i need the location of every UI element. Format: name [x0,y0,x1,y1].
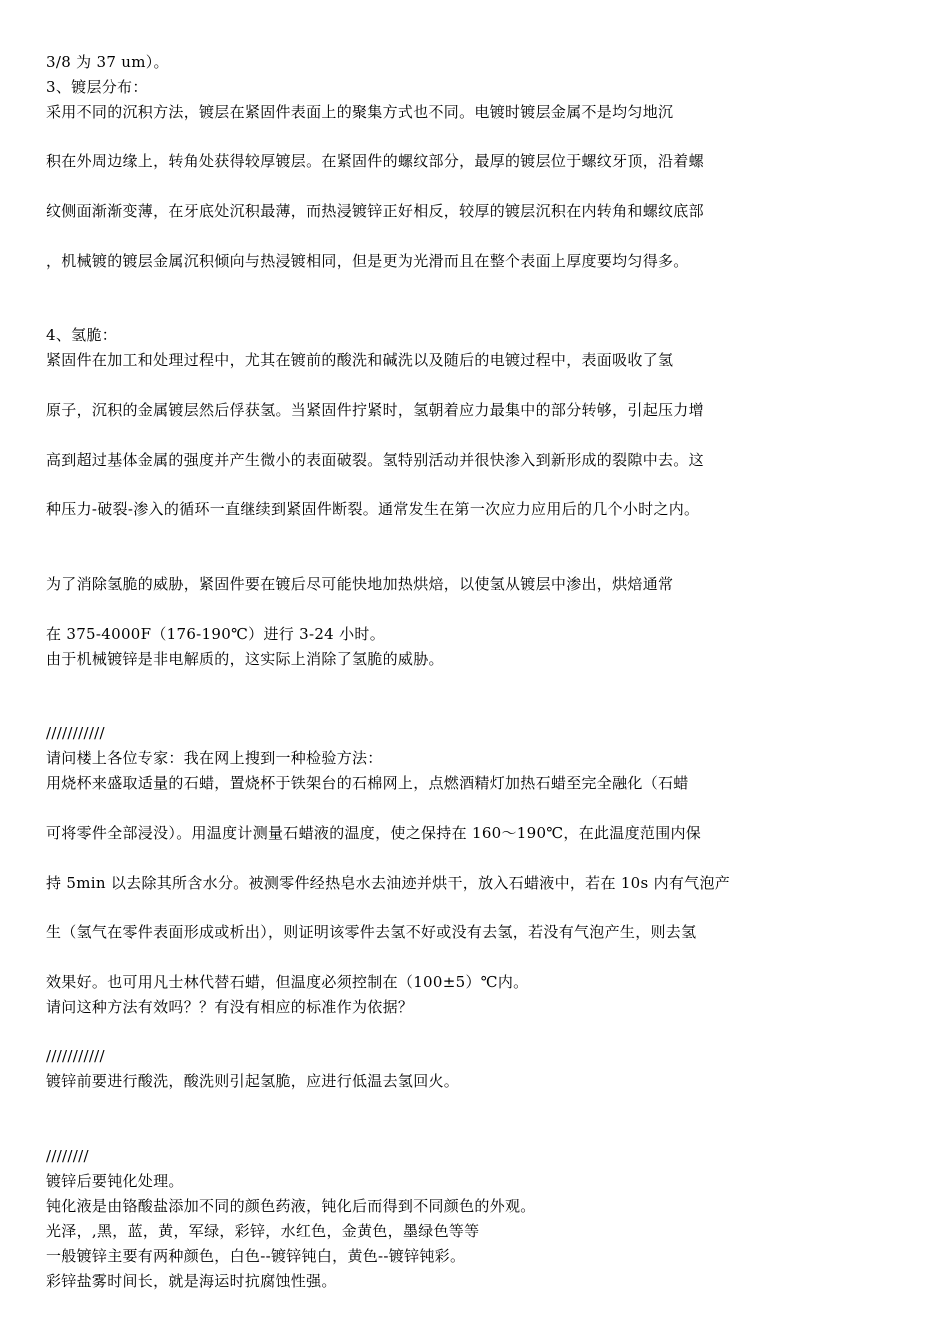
paragraph-line: 紧固件在加工和处理过程中，尤其在镀前的酸洗和碱洗以及随后的电镀过程中，表面吸收了氢 [46,351,674,369]
paragraph-line: 由于机械镀锌是非电解质的，这实际上消除了氢脆的威胁。 [46,650,444,668]
question-line: 请问这种方法有效吗？？有没有相应的标准作为依据？ [46,998,414,1016]
paragraph-line: 用烧杯来盛取适量的石蜡，置烧杯于铁架台的石棉网上，点燃酒精灯加热石蜡至完全融化（石蜡 [46,774,689,792]
question-line: 请问楼上各位专家：我在网上搜到一种检验方法： [46,749,383,767]
paragraph-line: 纹侧面渐渐变薄，在牙底处沉积最薄，而热浸镀锌正好相反，较厚的镀层沉积在内转角和螺纹底部 [46,202,704,220]
paragraph-line: 钝化液是由铬酸盐添加不同的颜色药液，钝化后而得到不同颜色的外观。 [46,1197,536,1215]
section-heading-hydrogen-embrittlement: 4、氢脆： [46,326,118,344]
paragraph-line: 效果好。也可用凡士林代替石蜡，但温度必须控制在（100±5）℃内。 [46,973,529,991]
paragraph-line: 积在外周边缘上，转角处获得较厚镀层。在紧固件的螺纹部分，最厚的镀层位于螺纹牙顶，沿着螺 [46,152,704,170]
paragraph-line: 彩锌盐雾时间长，就是海运时抗腐蚀性强。 [46,1272,337,1290]
paragraph-line: 镀锌后要钝化处理。 [46,1172,184,1190]
paragraph-line: 高到超过基体金属的强度并产生微小的表面破裂。氢特别活动并很快渗入到新形成的裂隙中去。这 [46,451,704,469]
paragraph-line: 光泽，,黑，蓝，黄，军绿，彩锌，水红色，金黄色，墨绿色等等 [46,1222,480,1240]
paragraph-line: 种压力-破裂-渗入的循环一直继续到紧固件断裂。通常发生在第一次应力应用后的几个小时之内。 [46,500,700,518]
paragraph-line: 持 5min 以去除其所含水分。被测零件经热皂水去油迹并烘干，放入石蜡液中，若在 10s 内有气泡产 [46,874,731,892]
paragraph-line: 采用不同的沉积方法，镀层在紧固件表面上的聚集方式也不同。电镀时镀层金属不是均匀地沉 [46,103,674,121]
paragraph-line: ，机械镀的镀层金属沉积倾向与热浸镀相同，但是更为光滑而且在整个表面上厚度要均匀得多。 [46,252,689,270]
separator-line: /////////// [46,724,105,742]
paragraph-line: 镀锌前要进行酸洗，酸洗则引起氢脆，应进行低温去氢回火。 [46,1072,460,1090]
separator-line: /////////// [46,1047,105,1065]
section-heading-coating-distribution: 3、镀层分布： [46,78,148,96]
paragraph-line: 一般镀锌主要有两种颜色，白色--镀锌钝白，黄色--镀锌钝彩。 [46,1247,466,1265]
paragraph-line: 生（氢气在零件表面形成或析出），则证明该零件去氢不好或没有去氢，若没有气泡产生，则去氢 [46,923,697,941]
paragraph-line: 可将零件全部浸没）。用温度计测量石蜡液的温度，使之保持在 160～190℃，在此温度范围内保 [46,824,702,842]
paragraph-line: 原子，沉积的金属镀层然后俘获氢。当紧固件拧紧时，氢朝着应力最集中的部分转够，引起压力增 [46,401,704,419]
paragraph-line: 为了消除氢脆的威胁，紧固件要在镀后尽可能快地加热烘焙，以使氢从镀层中渗出，烘焙通常 [46,575,674,593]
text-line-continuation: 3/8 为 37 um）。 [46,53,169,71]
separator-line: //////// [46,1147,89,1165]
paragraph-line: 在 375-4000F（176-190℃）进行 3-24 小时。 [46,625,385,643]
